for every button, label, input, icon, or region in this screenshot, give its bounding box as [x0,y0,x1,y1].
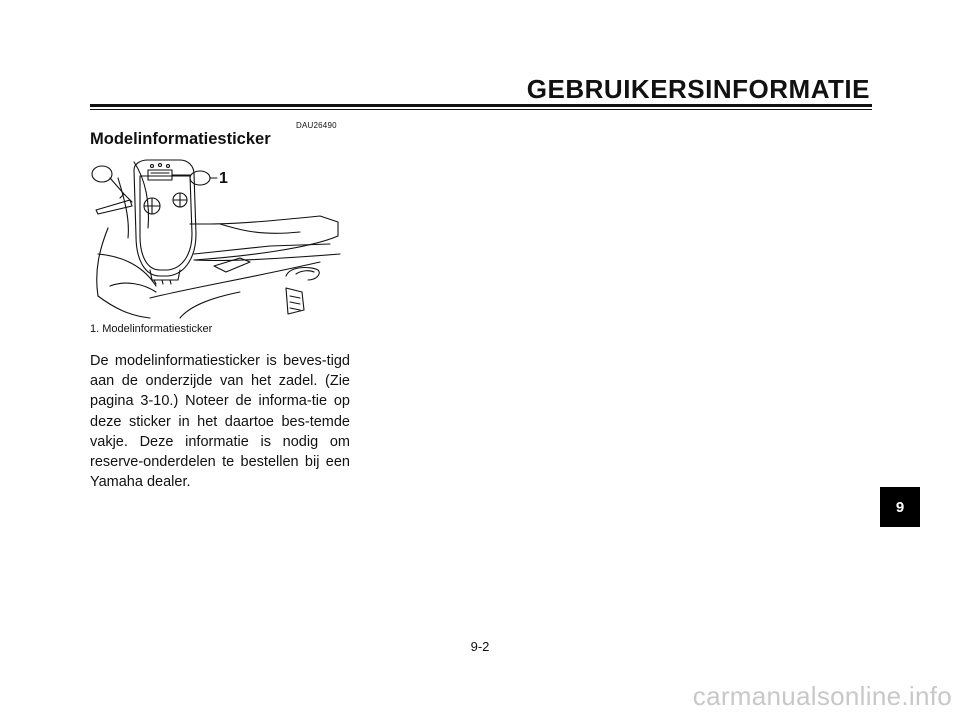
figure-callout-number: 1 [219,170,228,187]
header-rule-thick [90,104,872,107]
chapter-tab: 9 [880,487,920,527]
page-number: 9-2 [470,639,490,654]
page-header-title: GEBRUIKERSINFORMATIE [526,74,870,104]
section-heading: Modelinformatiesticker [90,130,271,148]
figure-caption: 1. Modelinformatiesticker [90,323,213,335]
body-paragraph: De modelinformatiesticker is beves-tigd aan de onderzijde van het zadel. (Zie pagina 3-10.) Noteer de informa-tie op deze sticker in het daartoe bes-temde vakje. Deze informatie is nodig om reserve-onderdelen te bestellen bij een Yamaha dealer. [90,353,350,491]
header-rule-thin [90,109,872,110]
watermark: carmanualsonline.info [692,681,952,711]
document-code: DAU26490 [296,121,337,130]
